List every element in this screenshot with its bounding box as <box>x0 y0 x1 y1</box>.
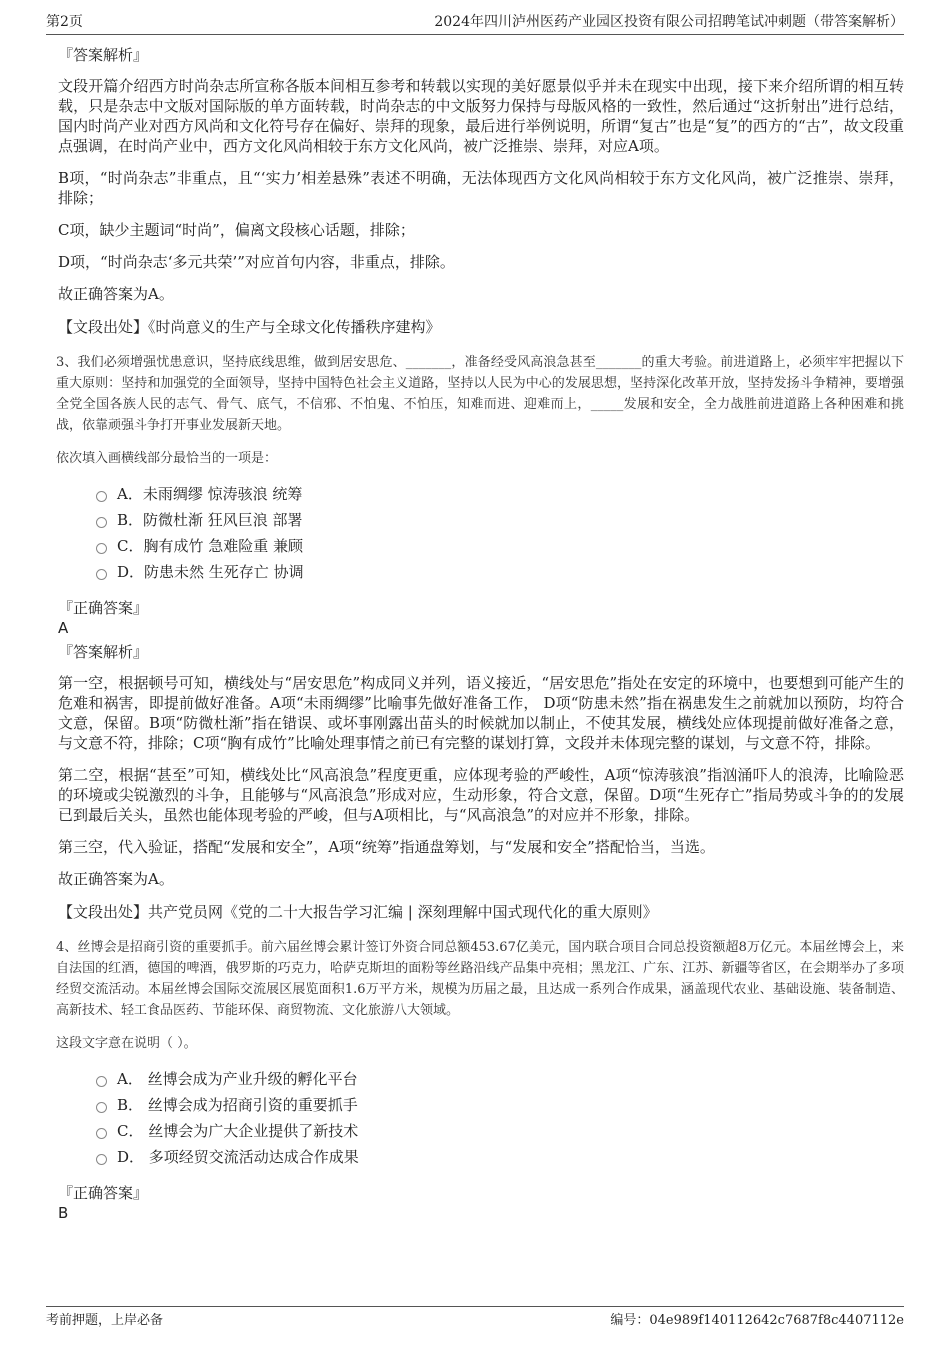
page-header <box>46 10 904 35</box>
q3-option-d[interactable] <box>96 559 904 585</box>
q3-prompt: 依次填入画横线部分最恰当的一项是： <box>56 451 278 466</box>
q4-option-d[interactable] <box>96 1144 904 1170</box>
q2-analysis-para: B项，“时尚杂志”非重点，且“‘实力’相差悬殊”表述不明确，无法体现西方文化风尚相较于东方文化风尚，被广泛推崇、崇拜，排除； <box>58 169 904 207</box>
q2-source: 【文段出处】《时尚意义的生产与全球文化传播秩序建构》 <box>58 318 441 336</box>
page-content <box>56 44 904 1226</box>
q2-analysis-para: D项，“时尚杂志‘多元共荣’”对应首句内容，非重点，排除。 <box>58 253 455 271</box>
option-text: B． 丝博会成为招商引资的重要抓手 <box>117 1096 358 1114</box>
radio-icon[interactable] <box>96 517 107 528</box>
option-text: A．未雨绸缪 惊涛骇浪 统筹 <box>117 485 303 503</box>
option-text: D． 多项经贸交流活动达成合作成果 <box>117 1148 359 1166</box>
q3-analysis-para: 故正确答案为A。 <box>58 870 174 888</box>
q3-source: 【文段出处】共产党员网《党的二十大报告学习汇编 | 深刻理解中国式现代化的重大原则》 <box>58 903 658 921</box>
q3-option-c[interactable] <box>96 533 904 559</box>
q4-answer-label: 『正确答案』 <box>58 1184 149 1202</box>
q3-analysis-para: 第二空，根据“甚至”可知，横线处比“风高浪急”程度更重，应体现考验的严峻性，A项“惊涛骇浪”指汹涌吓人的浪涛，比喻险恶的环境或尖锐激烈的斗争，且能够与“风高浪急”形成对应，生动形象，符合文意，保留。D项“生死存亡”指局势或斗争的的发展已到最后关头，虽然也能体现考验的严峻，但与A项相比，与“风高浪急”的对应并不形象，排除。 <box>58 766 904 824</box>
q2-analysis-para: 故正确答案为A。 <box>58 285 174 303</box>
q3-analysis-para: 第三空，代入验证，搭配“发展和安全”，A项“统筹”指通盘筹划，与“发展和安全”搭配恰当，当选。 <box>58 838 715 856</box>
q4-answer: B <box>58 1204 69 1222</box>
q4-option-b[interactable] <box>96 1092 904 1118</box>
q3-option-a[interactable] <box>96 481 904 507</box>
radio-icon[interactable] <box>96 1128 107 1139</box>
radio-icon[interactable] <box>96 543 107 554</box>
option-text: C．胸有成竹 急难险重 兼顾 <box>117 537 304 555</box>
footer-slogan: 考前押题，上岸必备 <box>46 1313 164 1328</box>
q3-options <box>96 481 904 585</box>
page-footer <box>46 1306 904 1331</box>
q2-analysis-label: 『答案解析』 <box>58 46 149 64</box>
radio-icon[interactable] <box>96 491 107 502</box>
q4-option-a[interactable] <box>96 1066 904 1092</box>
radio-icon[interactable] <box>96 569 107 580</box>
page-number: 第2页 <box>46 14 83 30</box>
q4-options <box>96 1066 904 1170</box>
document-title: 2024年四川泸州医药产业园区投资有限公司招聘笔试冲刺题（带答案解析） <box>434 14 904 30</box>
q3-answer-label: 『正确答案』 <box>58 599 149 617</box>
option-text: A． 丝博会成为产业升级的孵化平台 <box>117 1070 358 1088</box>
option-text: B．防微杜渐 狂风巨浪 部署 <box>117 511 303 529</box>
q3-option-b[interactable] <box>96 507 904 533</box>
q3-answer: A <box>58 619 69 637</box>
q2-analysis-para: C项，缺少主题词“时尚”，偏离文段核心话题，排除； <box>58 221 415 239</box>
q2-analysis-para: 文段开篇介绍西方时尚杂志所宣称各版本间相互参考和转载以实现的美好愿景似乎并未在现实中出现，接下来介绍所谓的相互转载，只是杂志中文版对国际版的单方面转载，时尚杂志的中文版努力保持与母版风格的一致性，然后通过“这折射出”进行总结，国内时尚产业对西方风尚和文化符号存在偏好、崇拜的现象，最后进行举例说明，所谓“复古”也是“复”的西方的“古”，故文段重点强调，在时尚产业中，西方文化风尚相较于东方文化风尚，被广泛推崇、崇拜，对应A项。 <box>58 77 904 155</box>
q3-analysis-label: 『答案解析』 <box>58 643 149 661</box>
option-text: C． 丝博会为广大企业提供了新技术 <box>117 1122 359 1140</box>
document-code: 编号：04e989f140112642c7687f8c4407112e <box>610 1313 904 1328</box>
radio-icon[interactable] <box>96 1102 107 1113</box>
q4-prompt: 这段文字意在说明（ ）。 <box>56 1036 197 1051</box>
q3-analysis-para: 第一空，根据顿号可知，横线处与“居安思危”构成同义并列，语义接近，“居安思危”指处在安定的环境中，也要想到可能产生的危难和祸害，即提前做好准备。A项“未雨绸缪”比喻事先做好准备工作， D项“防患未然”指在祸患发生之前就加以预防，均符合文意，保留。B项“防微杜渐”指在错误、或坏事刚露出苗头的时候就加以制止，不使其发展，横线处应体现提前做好准备之意，与文意不符，排除；C项“胸有成竹”比喻处理事情之前已有完整的谋划打算，文段并未体现完整的谋划，与文意不符，排除。 <box>58 674 904 752</box>
q4-stem: 4、丝博会是招商引资的重要抓手。前六届丝博会累计签订外资合同总额453.67亿美元，国内联合项目合同总投资额超8万亿元。本届丝博会上，来自法国的红酒，德国的啤酒，俄罗斯的巧克力，哈萨克斯坦的面粉等丝路沿线产品集中亮相；黑龙江、广东、江苏、新疆等省区，在会期举办了多项经贸交流活动。本届丝博会国际交流展区展览面积1.6万平方米，规模为历届之最，且达成一系列合作成果，涵盖现代农业、基础设施、装备制造、高新技术、轻工食品医药、节能环保、商贸物流、文化旅游八大领域。 <box>56 940 904 1018</box>
q3-stem: 3、我们必须增强忧患意识，坚持底线思维，做到居安思危、_______，准备经受风高浪急甚至_______的重大考验。前进道路上，必须牢牢把握以下重大原则：坚持和加强党的全面领导，坚持中国特色社会主义道路，坚持以人民为中心的发展思想，坚持深化改革开放，坚持发扬斗争精神，要增强全党全国各族人民的志气、骨气、底气，不信邪、不怕鬼、不怕压，知难而进、迎难而上，_____发展和安全，全力战胜前进道路上各种困难和挑战，依靠顽强斗争打开事业发展新天地。 <box>56 355 904 433</box>
radio-icon[interactable] <box>96 1076 107 1087</box>
option-text: D．防患未然 生死存亡 协调 <box>117 563 304 581</box>
q4-option-c[interactable] <box>96 1118 904 1144</box>
radio-icon[interactable] <box>96 1154 107 1165</box>
